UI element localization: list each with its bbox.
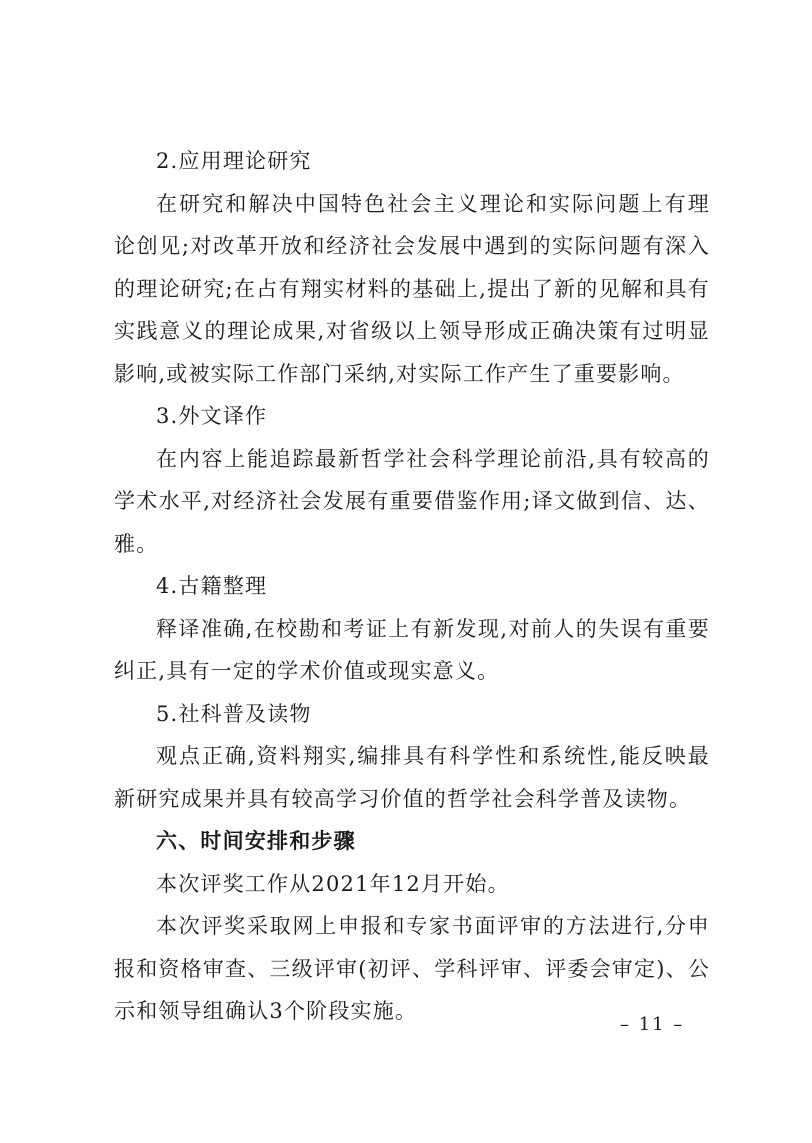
- section-heading-popular-readings: 5.社科普及读物: [156, 701, 312, 726]
- section-body-applied-theory: 在研究和解决中国特色社会主义理论和实际问题上有理论创见;对改革开放和经济社会发展中遇到的实际问题有深入的理论研究;在占有翔实材料的基础上,提出了新的见解和具有实践意义的理论成果,对省级以上领导形成正确决策有过明显影响,或被实际工作部门采纳,对实际工作产生了重要影响。: [114, 191, 710, 386]
- section-heading-translation: 3.外文译作: [156, 404, 268, 428]
- section-body-popular-readings: 观点正确,资料翔实,编排具有科学性和系统性,能反映最新研究成果并具有较高学习价值的哲学社会科学普及读物。: [114, 744, 710, 811]
- schedule-paragraph-method: 本次评奖采取网上申报和专家书面评审的方法进行,分申报和资格审查、三级评审(初评、学科评审、评委会审定)、公示和领导组确认3个阶段实施。: [114, 914, 710, 1023]
- section-body-translation: 在内容上能追踪最新哲学社会科学理论前沿,具有较高的学术水平,对经济社会发展有重要借鉴作用;译文做到信、达、雅。: [114, 446, 710, 556]
- section-heading-ancient-books: 4.古籍整理: [156, 574, 268, 598]
- schedule-paragraph-start: 本次评奖工作从2021年12月开始。: [156, 871, 510, 896]
- page-number: – 11 –: [620, 1014, 685, 1035]
- section-heading-schedule: 六、时间安排和步骤: [156, 829, 356, 853]
- section-body-ancient-books: 释译准确,在校勘和考证上有新发现,对前人的失误有重要纠正,具有一定的学术价值或现实意义。: [114, 616, 710, 683]
- document-body: [114, 140, 710, 1033]
- section-heading-applied-theory: 2.应用理论研究: [156, 149, 312, 173]
